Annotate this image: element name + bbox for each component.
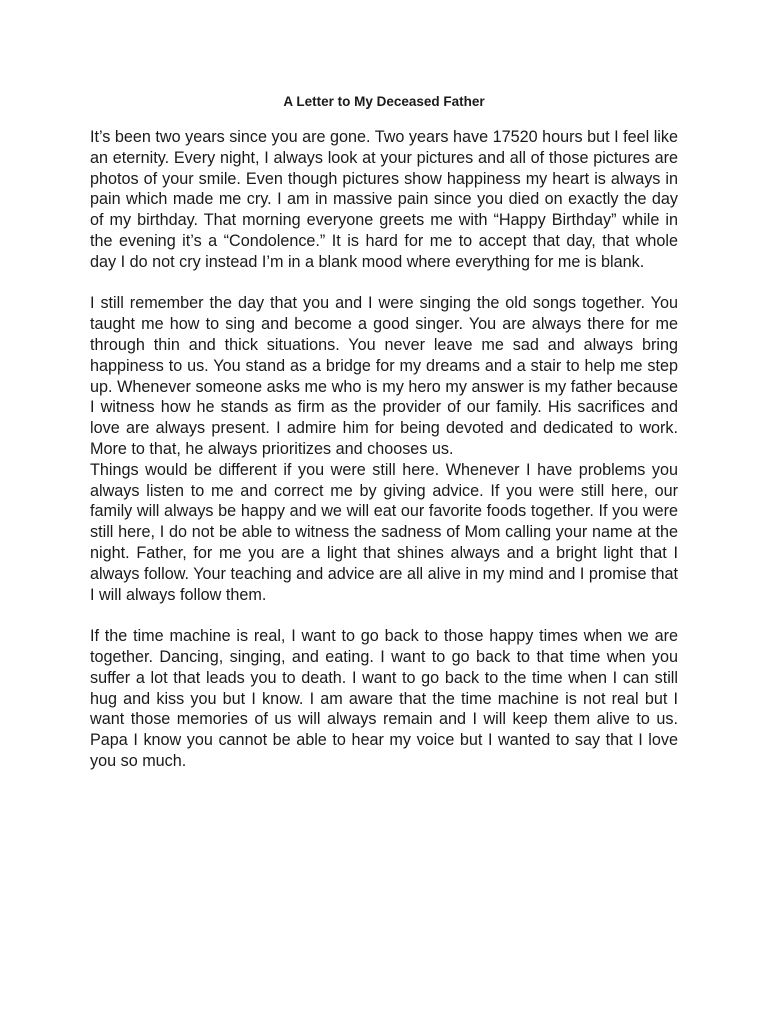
letter-body xyxy=(90,127,678,772)
page-title: A Letter to My Deceased Father xyxy=(283,94,485,109)
paragraph-4: If the time machine is real, I want to go back to those happy times when we are together. Dancing, singing, and eating. I want to go back to that time when you suffer a lot that leads you to death. I want to go back to the time when I can still hug and kiss you but I know. I am aware that the time machine is not real but I want those memories of us will always remain and I will keep them alive to us. Papa I know you cannot be able to hear my voice but I wanted to say that I love you so much. xyxy=(90,627,678,770)
paragraph-2: I still remember the day that you and I were singing the old songs together. You taught me how to sing and become a good singer. You are always there for me through thin and thick situations. You never leave me sad and always bring happiness to us. You stand as a bridge for my dreams and a stair to help me step up. Whenever someone asks me who is my hero my answer is my father because I witness how he stands as firm as the provider of our family. His sacrifices and love are always present. I admire him for being devoted and dedicated to work. More to that, he always prioritizes and chooses us. xyxy=(90,294,678,458)
paragraph-1: It’s been two years since you are gone. Two years have 17520 hours but I feel like an eternity. Every night, I always look at your pictures and all of those pictures are photos of your smile. Even though pictures show happiness my heart is always in pain which made me cry. I am in massive pain since you died on exactly the day of my birthday. That morning everyone greets me with “Happy Birthday” while in the evening it’s a “Condolence.” It is hard for me to accept that day, that whole day I do not cry instead I’m in a blank mood where everything for me is blank. xyxy=(90,128,678,271)
paragraph-3: Things would be different if you were still here. Whenever I have problems you always listen to me and correct me by giving advice. If you were still here, our family will always be happy and we will eat our favorite foods together. If you were still here, I do not be able to witness the sadness of Mom calling your name at the night. Father, for me you are a light that shines always and a bright light that I always follow. Your teaching and advice are all alive in my mind and I promise that I will always follow them. xyxy=(90,460,678,604)
